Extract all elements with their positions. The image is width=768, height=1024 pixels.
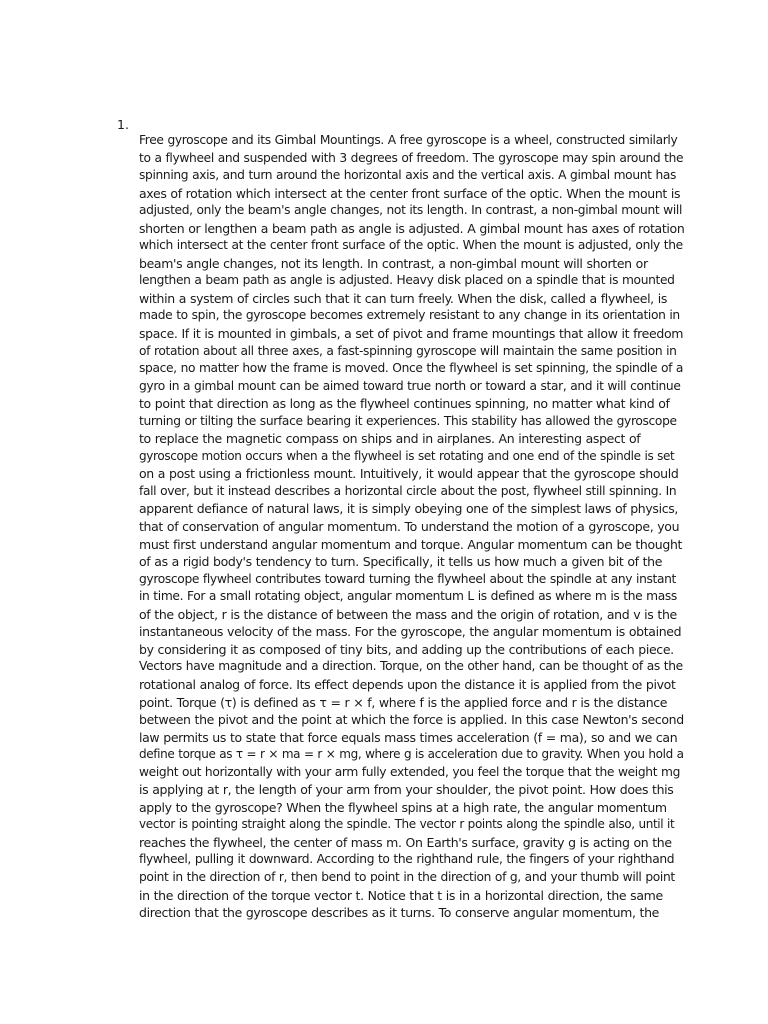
paragraph-line: reaches the flywheel, the center of mass m. On Earth's surface, gravity g is acting on the — [139, 834, 672, 850]
paragraph-line: to replace the magnetic compass on ships and in airplanes. An interesting aspect of — [139, 431, 641, 447]
paragraph-line: of as a rigid body's tendency to turn. Specifically, it tells us how much a given bit of the — [139, 554, 663, 570]
paragraph-line: point in the direction of r, then bend to point in the direction of g, and your thumb will point — [139, 869, 675, 884]
paragraph-line: direction that the gyroscope describes as it turns. To conserve angular momentum, the — [139, 905, 660, 921]
paragraph-line: by considering it as composed of tiny bits, and adding up the contributions of each piece. — [139, 641, 674, 657]
list-item-paragraph — [139, 132, 684, 922]
paragraph-line: to a flywheel and suspended with 3 degrees of freedom. The gyroscope may spin around the — [139, 150, 684, 165]
paragraph-line: fall over, but it instead describes a horizontal circle about the post, flywheel still spinning. In — [139, 483, 677, 498]
paragraph-line: between the pivot and the point at which the force is applied. In this case Newton's second — [139, 712, 684, 728]
paragraph-line: vector is pointing straight along the spindle. The vector r points along the spindle also, until it — [139, 817, 675, 832]
paragraph-line: apply to the gyroscope? When the flywheel spins at a high rate, the angular momentum — [139, 799, 667, 815]
paragraph-line: that of conservation of angular momentum. To understand the motion of a gyroscope, you — [139, 519, 680, 535]
paragraph-line: within a system of circles such that it can turn freely. When the disk, called a flywheel, is — [139, 290, 668, 306]
paragraph-line: define torque as τ = r × ma = r × mg, where g is acceleration due to gravity. When you hold a — [139, 747, 684, 762]
paragraph-line: turning or tilting the surface bearing it experiences. This stability has allowed the gyroscope — [139, 413, 677, 428]
paragraph-line: rotational analog of force. Its effect depends upon the distance it is applied from the pivot — [139, 676, 676, 692]
paragraph-line: space, no matter how the frame is moved. Once the flywheel is set spinning, the spindle of a — [139, 361, 684, 376]
paragraph-line: Vectors have magnitude and a direction. Torque, on the other hand, can be thought of as the — [139, 659, 683, 674]
paragraph-line: gyroscope motion occurs when a the flywheel is set rotating and one end of the spindle is set — [139, 448, 675, 463]
paragraph-line: space. If it is mounted in gimbals, a set of pivot and frame mountings that allow it freedom — [139, 326, 684, 342]
paragraph-line: lengthen a beam path as angle is adjusted. Heavy disk placed on a spindle that is mounted — [139, 273, 675, 288]
paragraph-line: of rotation about all three axes, a fast-spinning gyroscope will maintain the same position in — [139, 343, 677, 358]
paragraph-line: beam's angle changes, not its length. In contrast, a non-gimbal mount will shorten or — [139, 255, 648, 271]
paragraph-line: to point that direction as long as the flywheel continues spinning, no matter what kind of — [139, 396, 670, 412]
paragraph-line: instantaneous velocity of the mass. For the gyroscope, the angular momentum is obtained — [139, 624, 682, 640]
paragraph-line: which intersect at the center front surface of the optic. When the mount is adjusted, only the — [139, 238, 683, 253]
paragraph-line: gyro in a gimbal mount can be aimed toward true north or toward a star, and it will continue — [139, 378, 681, 393]
paragraph-line: of the object, r is the distance of between the mass and the origin of rotation, and v is the — [139, 606, 677, 622]
paragraph-line: in the direction of the torque vector t. Notice that t is in a horizontal direction, the same — [139, 887, 663, 903]
paragraph-line: apparent defiance of natural laws, it is simply obeying one of the simplest laws of physics, — [139, 501, 679, 517]
paragraph-line: law permits us to state that force equals mass times acceleration (f = ma), so and we can — [139, 729, 678, 745]
paragraph-line: on a post using a frictionless mount. Intuitively, it would appear that the gyroscope should — [139, 466, 679, 482]
paragraph-line: weight out horizontally with your arm fully extended, you feel the torque that the weight mg — [139, 764, 680, 779]
paragraph-line: made to spin, the gyroscope becomes extremely resistant to any change in its orientation in — [139, 308, 680, 323]
paragraph-line: gyroscope flywheel contributes toward turning the flywheel about the spindle at any instant — [139, 571, 677, 586]
paragraph-line: shorten or lengthen a beam path as angle is adjusted. A gimbal mount has axes of rotation — [139, 220, 685, 236]
paragraph-line: adjusted, only the beam's angle changes, not its length. In contrast, a non-gimbal mount will — [139, 203, 682, 218]
paragraph-line: point. Torque (τ) is defined as τ = r × f, where f is the applied force and r is the distance — [139, 694, 668, 710]
paragraph-line: flywheel, pulling it downward. According to the righthand rule, the fingers of your righthand — [139, 852, 675, 867]
paragraph-line: must first understand angular momentum and torque. Angular momentum can be thought — [139, 536, 683, 552]
paragraph-line: is applying at r, the length of your arm from your shoulder, the pivot point. How does this — [139, 782, 674, 798]
paragraph-line: axes of rotation which intersect at the center front surface of the optic. When the mount is — [139, 185, 681, 201]
paragraph-line: Free gyroscope and its Gimbal Mountings. A free gyroscope is a wheel, constructed similarly — [139, 133, 678, 147]
paragraph-line: spinning axis, and turn around the horizontal axis and the vertical axis. A gimbal mount has — [139, 168, 677, 183]
paragraph-line: in time. For a small rotating object, angular momentum L is defined as where m is the mass — [139, 589, 677, 604]
list-item-number: 1. — [117, 117, 129, 132]
